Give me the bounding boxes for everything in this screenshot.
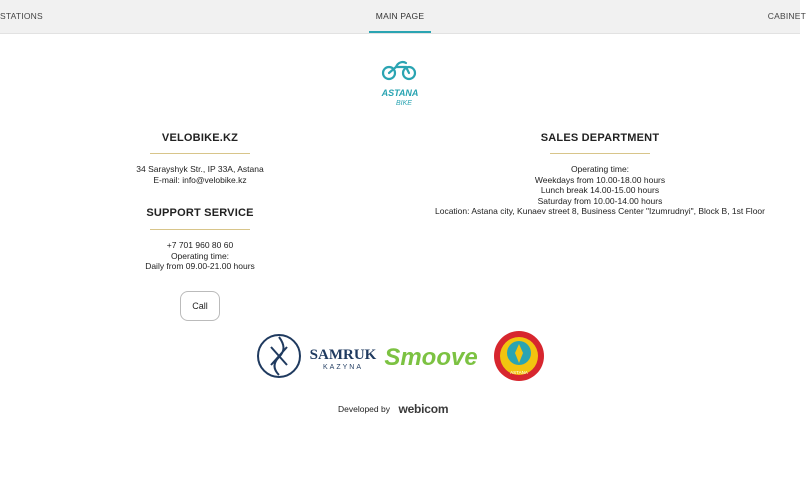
sales-title: SALES DEPARTMENT: [540, 132, 660, 144]
astana-emblem-logo: [494, 331, 544, 381]
support-phone: +7 701 960 80 60: [166, 240, 234, 250]
webicom-logo[interactable]: webicom: [398, 401, 449, 416]
logo-name: ASTANA: [381, 88, 419, 98]
tab-main-page[interactable]: MAIN PAGE: [375, 11, 425, 21]
sales-section: [420, 132, 780, 217]
sales-saturday: Saturday from 10.00-14.00 hours: [537, 195, 663, 206]
tab-cabinet[interactable]: CABINET: [767, 11, 806, 21]
support-hours: Daily from 09.00-21.00 hours: [145, 261, 255, 271]
samruk-text: SAMRUK: [309, 347, 377, 363]
sales-hours-label: Operating time:: [570, 164, 630, 174]
velobike-divider: [150, 153, 250, 154]
kazyna-text: KAZYNA: [322, 364, 364, 371]
astana-bike-logo: [370, 55, 430, 107]
support-section: [100, 207, 300, 272]
tab-stations[interactable]: STATIONS: [0, 11, 43, 21]
sales-weekdays: Weekdays from 10.00-18.00 hours: [534, 174, 666, 185]
support-title: SUPPORT SERVICE: [146, 207, 254, 219]
support-divider: [150, 229, 250, 230]
velobike-address: 34 Sarayshyk Str., IP 33A, Astana: [136, 164, 264, 174]
sales-lunch: Lunch break 14.00-15.00 hours: [540, 185, 660, 195]
top-tab-bar: [0, 0, 806, 34]
call-button[interactable]: Call: [180, 291, 220, 321]
velobike-email[interactable]: E-mail: info@velobike.kz: [153, 174, 247, 185]
samruk-kazyna-logo: [258, 335, 377, 377]
developed-by-label: Developed by: [338, 403, 390, 414]
developer-credit: [338, 400, 448, 418]
sales-location: Location: Astana city, Kunaev street 8, Business Center "Izumrudnyi", Block B, 1st Floor: [435, 206, 765, 216]
velobike-title: VELOBIKE.KZ: [161, 132, 239, 144]
sales-divider: [550, 153, 650, 154]
active-tab-indicator: [369, 31, 431, 33]
astana-emblem-text: ASTANA: [510, 370, 528, 375]
velobike-section: [100, 132, 300, 185]
smoove-logo: Smoove: [384, 344, 478, 371]
logo-sub: BIKE: [396, 100, 412, 107]
support-hours-label: Operating time:: [170, 250, 230, 261]
partner-logos: [255, 327, 555, 387]
bicycle-icon: [383, 62, 415, 79]
